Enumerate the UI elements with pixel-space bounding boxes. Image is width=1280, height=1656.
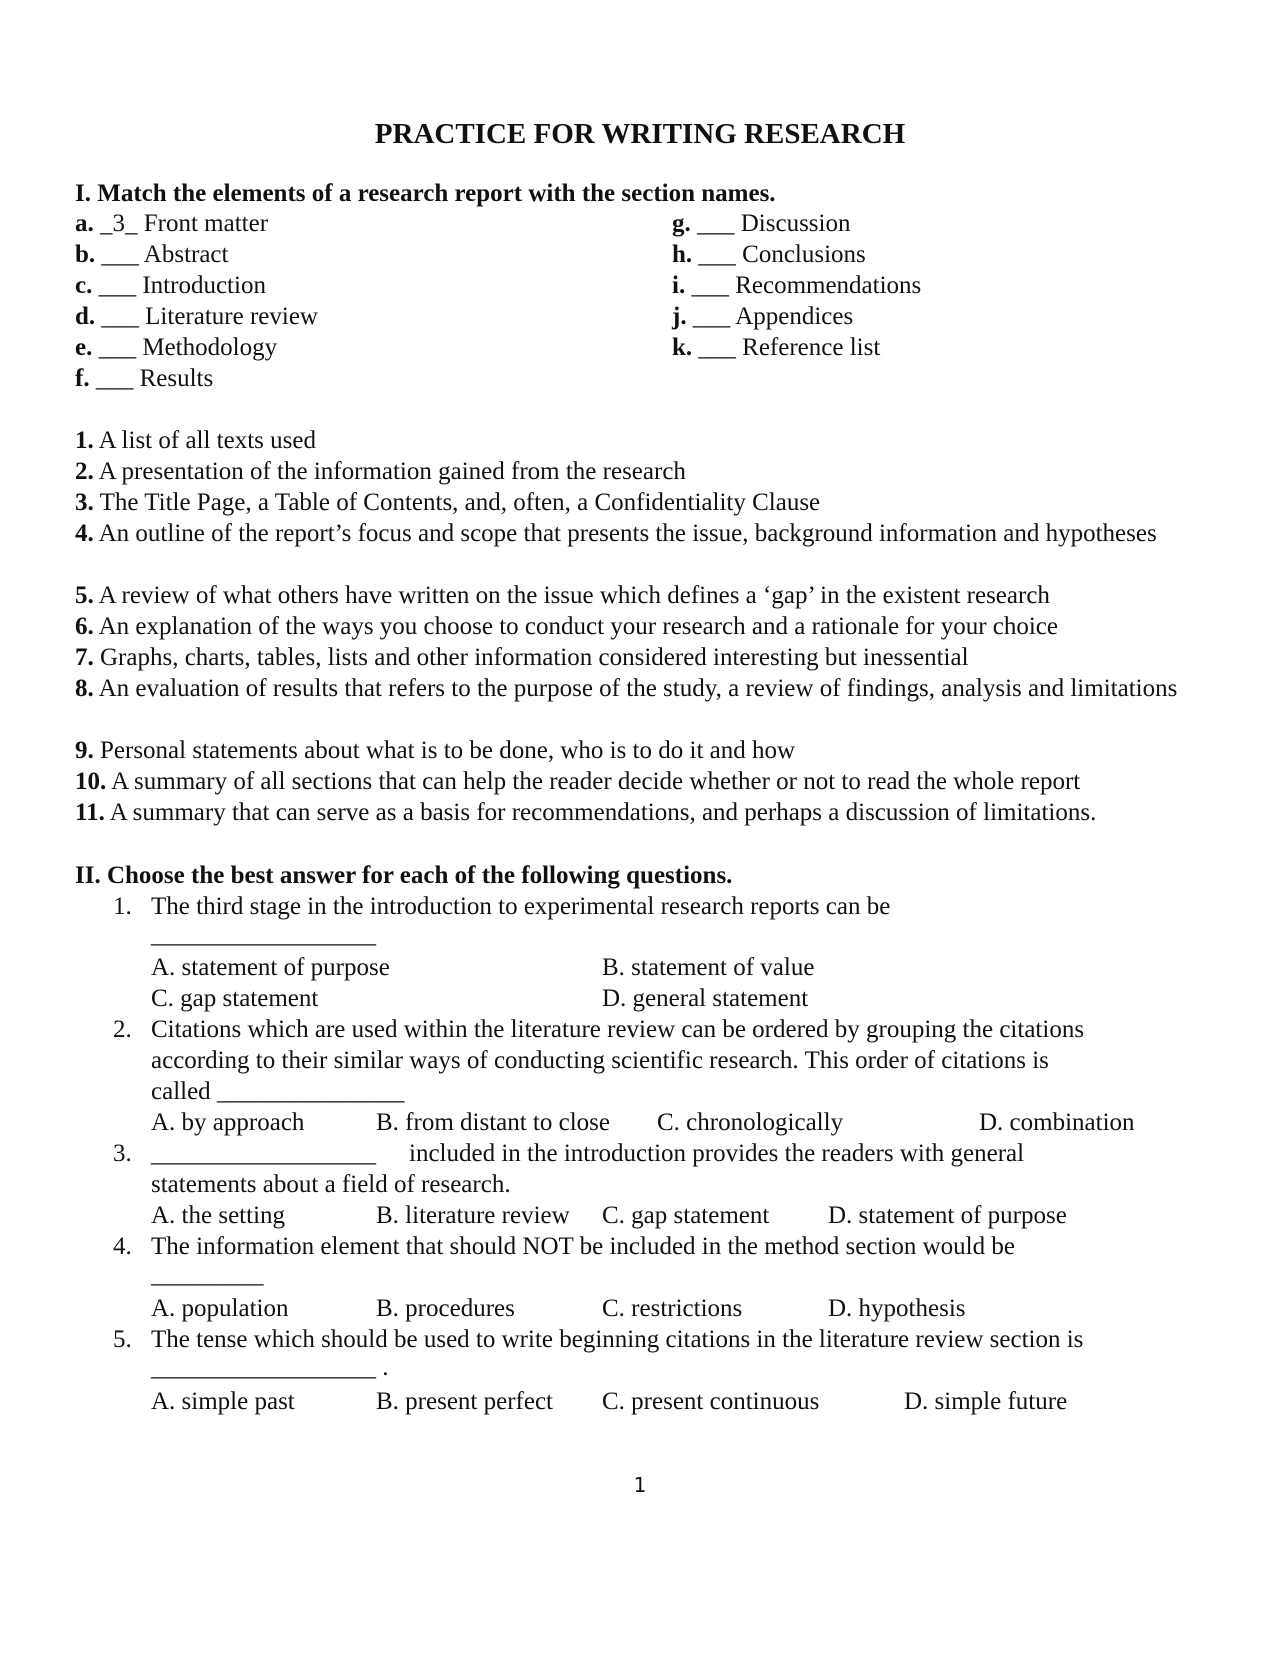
answer-blank[interactable]: ___ <box>98 334 137 361</box>
item-label: Literature review <box>145 303 318 330</box>
item-label: Results <box>139 365 214 392</box>
item-label: Introduction <box>142 272 266 299</box>
description-3 <box>75 487 1215 518</box>
match-item-d <box>75 301 318 332</box>
page-title: PRACTICE FOR WRITING RESEARCH <box>374 118 906 150</box>
description-11 <box>75 797 1215 828</box>
question-2-option-a[interactable]: A. by approach <box>151 1109 305 1136</box>
description-7 <box>75 642 1215 673</box>
item-label: Methodology <box>142 334 278 361</box>
question-3-option-a[interactable]: A. the setting <box>151 1202 286 1229</box>
description-10 <box>75 766 1215 797</box>
answer-blank[interactable]: _3_ <box>100 210 138 237</box>
question-5-option-d[interactable]: D. simple future <box>904 1388 1068 1415</box>
page-number: 1 <box>633 1473 647 1497</box>
item-letter: a. <box>75 210 94 237</box>
match-item-f <box>75 363 213 394</box>
item-letter: b. <box>75 241 96 268</box>
question-3-line-1: included in the introduction provides the readers with general <box>409 1140 1025 1167</box>
description-number: 7. <box>75 644 94 671</box>
question-3-blank[interactable]: __________________ <box>151 1140 376 1167</box>
item-letter: h. <box>672 241 693 268</box>
description-text: Graphs, charts, tables, lists and other information considered interesting but inessential <box>100 644 969 671</box>
item-letter: g. <box>672 210 691 237</box>
item-letter: j. <box>672 303 687 330</box>
description-number: 11. <box>75 799 105 826</box>
answer-blank[interactable]: ___ <box>95 365 134 392</box>
question-3-line-2: statements about a field of research. <box>151 1171 511 1198</box>
question-1-blank[interactable]: __________________ <box>151 921 376 948</box>
question-2-option-c[interactable]: C. chronologically <box>657 1109 844 1136</box>
description-text: The Title Page, a Table of Contents, and, often, a Confidentiality Clause <box>99 489 821 516</box>
question-5-blank[interactable]: __________________ . <box>151 1354 389 1381</box>
question-4-option-a[interactable]: A. population <box>151 1295 289 1322</box>
item-letter: c. <box>75 272 93 299</box>
question-4-text: The information element that should NOT be included in the method section would be <box>151 1233 1015 1260</box>
answer-blank[interactable]: ___ <box>698 241 736 268</box>
question-1-option-a[interactable]: A. statement of purpose <box>151 954 390 981</box>
match-item-e <box>75 332 277 363</box>
item-label: Appendices <box>735 303 854 330</box>
item-label: Reference list <box>742 334 881 361</box>
item-label: Front matter <box>143 210 269 237</box>
description-number: 1. <box>75 427 94 454</box>
question-5-text: The tense which should be used to write beginning citations in the literature review section is <box>151 1326 1084 1353</box>
answer-blank[interactable]: ___ <box>98 272 137 299</box>
section-1-heading: I. Match the elements of a research report with the section names. <box>75 180 776 207</box>
question-4-option-b[interactable]: B. procedures <box>376 1295 515 1322</box>
question-4-option-c[interactable]: C. restrictions <box>602 1295 743 1322</box>
match-item-b <box>75 239 228 270</box>
question-5-option-b[interactable]: B. present perfect <box>376 1388 554 1415</box>
question-3-number: 3. <box>113 1140 132 1167</box>
answer-blank[interactable]: ___ <box>691 272 729 299</box>
description-text: An outline of the report’s focus and scope that presents the issue, background information and hypotheses <box>98 520 1157 547</box>
description-text: A list of all texts used <box>98 427 316 454</box>
item-letter: e. <box>75 334 93 361</box>
match-item-c <box>75 270 266 301</box>
question-5-option-c[interactable]: C. present continuous <box>602 1388 820 1415</box>
answer-blank[interactable]: ___ <box>101 303 139 330</box>
match-item-k <box>672 332 880 363</box>
question-1-option-c[interactable]: C. gap statement <box>151 985 319 1012</box>
description-number: 5. <box>75 582 94 609</box>
match-item-a <box>75 208 268 239</box>
description-9 <box>75 735 1215 766</box>
answer-blank[interactable]: ___ <box>698 334 736 361</box>
question-2-line-2: according to their similar ways of conducting scientific research. This order of citations is <box>151 1047 1049 1074</box>
question-2-number: 2. <box>113 1016 132 1043</box>
description-number: 10. <box>75 768 107 795</box>
question-5-option-a[interactable]: A. simple past <box>151 1388 295 1415</box>
question-4-blank[interactable]: _________ <box>151 1261 264 1288</box>
description-text: An explanation of the ways you choose to conduct your research and a rationale for your choice <box>98 613 1058 640</box>
item-letter: i. <box>672 272 686 299</box>
description-text: A presentation of the information gained from the research <box>98 458 686 485</box>
match-item-g <box>672 208 850 239</box>
description-number: 3. <box>75 489 94 516</box>
question-1-option-d[interactable]: D. general statement <box>602 985 809 1012</box>
description-text: Personal statements about what is to be done, who is to do it and how <box>100 737 796 764</box>
match-item-j <box>672 301 853 332</box>
description-text: A summary that can serve as a basis for recommendations, and perhaps a discussion of limitations. <box>109 799 1097 826</box>
description-number: 8. <box>75 675 94 702</box>
question-2-option-b[interactable]: B. from distant to close <box>376 1109 610 1136</box>
description-text: A review of what others have written on the issue which defines a ‘gap’ in the existent research <box>98 582 1050 609</box>
question-1-number: 1. <box>113 893 132 920</box>
question-2-line-1: Citations which are used within the literature review can be ordered by grouping the citations <box>151 1016 1085 1043</box>
item-label: Conclusions <box>742 241 866 268</box>
item-label: Discussion <box>740 210 851 237</box>
description-number: 2. <box>75 458 94 485</box>
item-label: Recommendations <box>735 272 922 299</box>
description-8 <box>75 673 1215 704</box>
question-1-option-b[interactable]: B. statement of value <box>602 954 815 981</box>
item-letter: d. <box>75 303 96 330</box>
description-1 <box>75 425 1215 456</box>
answer-blank[interactable]: ___ <box>101 241 139 268</box>
question-4-number: 4. <box>113 1233 132 1260</box>
match-item-h <box>672 239 866 270</box>
question-3-option-d[interactable]: D. statement of purpose <box>828 1202 1067 1229</box>
question-3-option-c[interactable]: C. gap statement <box>602 1202 770 1229</box>
question-2-line-3: called _______________ <box>151 1078 405 1105</box>
description-4 <box>75 518 1215 549</box>
description-number: 6. <box>75 613 94 640</box>
description-5 <box>75 580 1215 611</box>
answer-blank[interactable]: ___ <box>692 303 731 330</box>
section-2-heading: II. Choose the best answer for each of the following questions. <box>75 862 733 889</box>
description-number: 4. <box>75 520 94 547</box>
description-text: A summary of all sections that can help the reader decide whether or not to read the whole report <box>111 768 1081 795</box>
question-1-text: The third stage in the introduction to experimental research reports can be <box>151 893 891 920</box>
item-label: Abstract <box>143 241 229 268</box>
answer-blank[interactable]: ___ <box>697 210 735 237</box>
question-5-number: 5. <box>113 1326 132 1353</box>
description-6 <box>75 611 1215 642</box>
item-letter: f. <box>75 365 90 392</box>
question-3-option-b[interactable]: B. literature review <box>376 1202 570 1229</box>
question-2-option-d[interactable]: D. combination <box>979 1109 1135 1136</box>
match-item-i <box>672 270 921 301</box>
item-letter: k. <box>672 334 693 361</box>
description-number: 9. <box>75 737 94 764</box>
description-text: An evaluation of results that refers to the purpose of the study, a review of findings, analysis and limitations <box>98 675 1178 702</box>
question-4-option-d[interactable]: D. hypothesis <box>828 1295 966 1322</box>
description-2 <box>75 456 1215 487</box>
